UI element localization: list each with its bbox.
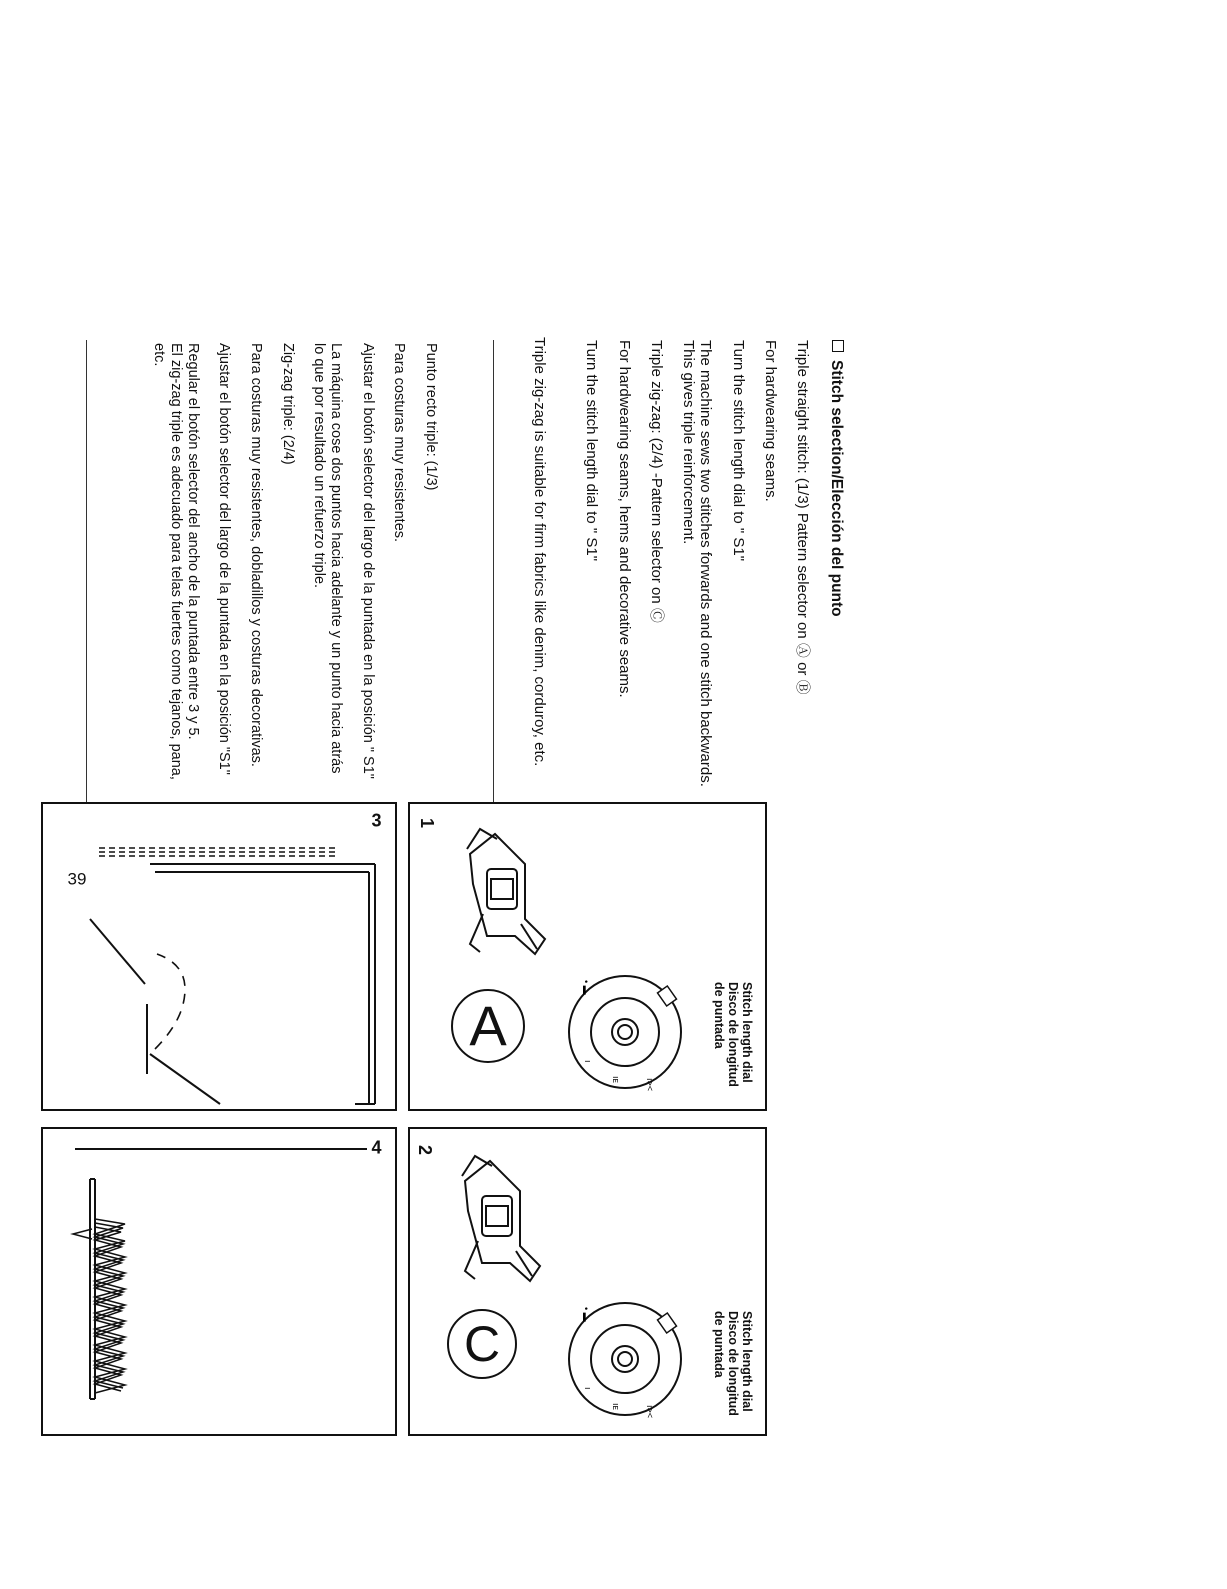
svg-text:ı><: ı><	[645, 1405, 655, 1419]
divider	[493, 340, 494, 830]
english-hems: For hardwearing seams, hems and decorative seams.	[615, 340, 633, 698]
figure-number: 2	[415, 1145, 435, 1156]
spanish-maquina-cose: La máquina cose dos puntos hacia adelante y un punto hacia atrás	[327, 343, 344, 774]
spanish-costuras: Para costuras muy resistentes.	[391, 343, 408, 543]
english-turn-dial-2: Turn the stitch length dial to " S1"	[583, 340, 601, 562]
svg-text:ı><: ı><	[645, 1078, 655, 1092]
spanish-punto-recto: Punto recto triple: (1/3)	[423, 343, 439, 491]
svg-text:ıᴇ: ıᴇ	[611, 1403, 621, 1410]
english-triple-zigzag: Triple zig-zag: (2/4) -Pattern selector on Ⓒ	[647, 340, 665, 623]
figure-3-panel	[41, 802, 397, 1111]
checkbox-square-icon	[832, 340, 844, 352]
triple-zigzag-stitch-illustration	[43, 1129, 395, 1434]
english-triple-straight: Triple straight stitch: (1/3) Pattern selector on Ⓐ or Ⓑ	[794, 340, 812, 695]
figure-1-panel	[408, 802, 767, 1111]
figure-number: 1	[417, 818, 437, 829]
section-title-text: Stitch selection/Elección del punto	[828, 360, 845, 617]
page-number: 39	[67, 869, 87, 889]
divider	[86, 340, 87, 830]
svg-text:• ▬: • ▬	[581, 1307, 591, 1322]
english-hardwearing: For hardwearing seams.	[761, 340, 779, 502]
english-note	[531, 337, 548, 857]
spanish-telas-fuertes: El zig-zag triple es adecuado para telas fuertes como tejanos, pana,	[167, 343, 184, 780]
spanish-dobladillos: Para costuras muy resistentes, dobladillos y costuras decorativas.	[247, 343, 264, 767]
section-title	[827, 340, 845, 840]
pattern-letter-badge: A	[451, 989, 525, 1063]
english-instructions	[583, 340, 845, 840]
spanish-refuerzo: lo que por resultado un refuerzo triple.	[311, 343, 328, 589]
spanish-ajustar-2: Ajustar el botón selector del largo de la puntada en la posición "S1"	[216, 343, 233, 775]
figure-4-panel	[41, 1127, 397, 1436]
figure-number: 3	[371, 810, 382, 831]
spanish-ajustar-1: Ajustar el botón selector del largo de la puntada en la posición " S1"	[359, 343, 376, 779]
presser-foot-icon	[450, 1151, 560, 1291]
svg-text:ıᴇ: ıᴇ	[611, 1076, 621, 1083]
stitch-length-dial-icon	[565, 972, 685, 1092]
triple-straight-stitch-illustration	[43, 804, 395, 1109]
english-machine-sews: The machine sews two stitches forwards and one stitch backwards.	[697, 340, 715, 787]
english-triple-reinforcement: This gives triple reinforcement.	[680, 340, 698, 545]
english-firm-fabrics: Triple zig-zag is suitable for firm fabrics like denim, corduroy, etc.	[531, 337, 548, 767]
figure-number: 4	[371, 1137, 382, 1158]
spanish-instructions	[151, 343, 439, 843]
svg-text:• ▬: • ▬	[581, 980, 591, 995]
svg-text:ı: ı	[583, 1060, 593, 1063]
dial-label: Stitch length dial Disco de longitud de puntada	[712, 1311, 754, 1416]
dial-label: Stitch length dial Disco de longitud de puntada	[712, 982, 754, 1087]
spanish-etc: etc.	[151, 343, 168, 367]
figure-2-panel	[408, 1127, 767, 1436]
pattern-letter-badge: C	[447, 1309, 517, 1379]
presser-foot-icon	[455, 824, 565, 964]
svg-text:ı: ı	[583, 1387, 593, 1390]
english-turn-dial-1: Turn the stitch length dial to " S1"	[729, 340, 747, 562]
spanish-regular: Regular el botón selector del ancho de la puntada entre 3 y 5.	[184, 343, 201, 740]
stitch-length-dial-icon	[565, 1299, 685, 1419]
spanish-zigzag-triple: Zig-zag triple: (2/4)	[279, 343, 296, 465]
